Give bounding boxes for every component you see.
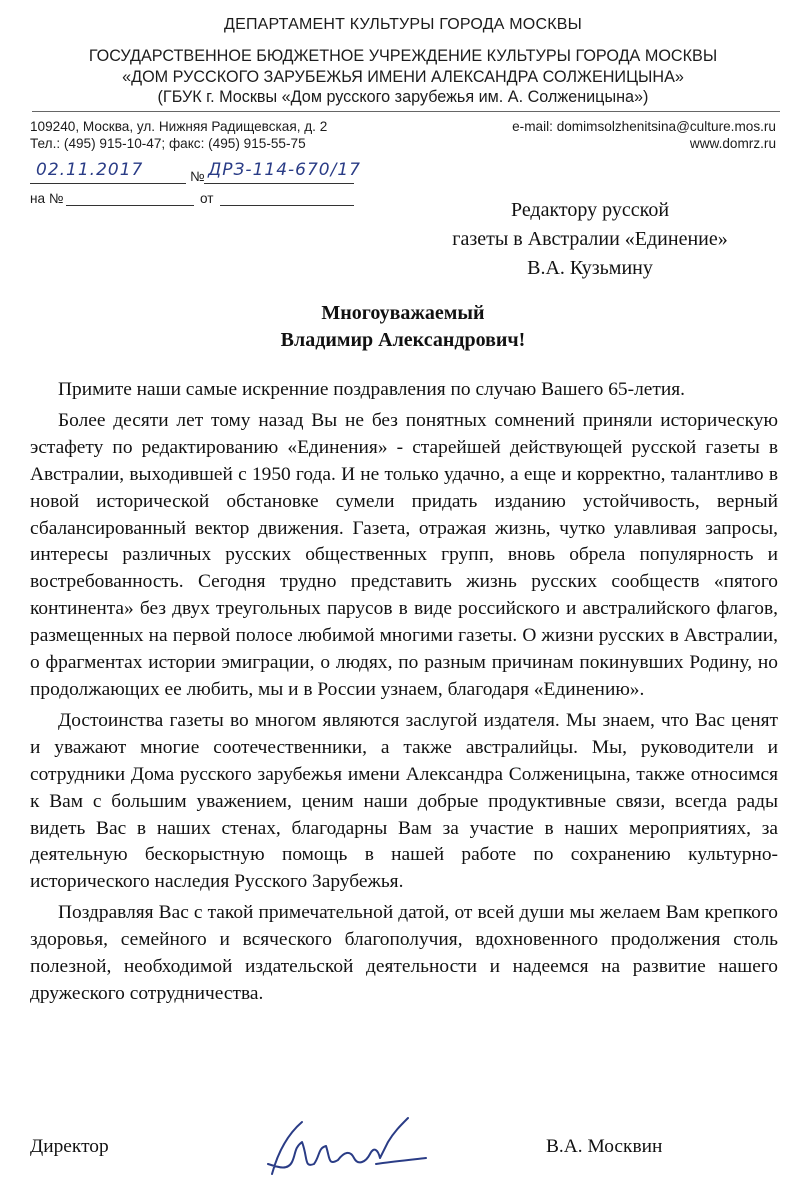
handwritten-signature — [258, 1112, 428, 1182]
addressee-block — [400, 196, 780, 283]
letterhead-divider — [32, 111, 780, 112]
addressee-line-3: В.А. Кузьмину — [527, 257, 653, 279]
body-paragraph-4: Поздравляя Вас с такой примечательной датой, от всей души мы желаем Вам крепкого здоровья, семейного и всяческого благополучия, вдохновенного продолжения столь полезной, необходимой издательской деятельности и надеемся на развитие нашего дружеского сотрудничества. — [30, 902, 778, 1004]
from-label: от — [200, 191, 214, 206]
ref-underline — [66, 205, 194, 206]
institution-name — [0, 46, 806, 108]
salutation-line-2: Владимир Александрович! — [280, 329, 526, 351]
signatory-name: В.А. Москвин — [546, 1136, 663, 1157]
institution-line-2: «ДОМ РУССКОГО ЗАРУБЕЖЬЯ ИМЕНИ АЛЕКСАНДРА СОЛЖЕНИЦЫНА» — [122, 67, 684, 86]
salutation — [0, 300, 806, 354]
addressee-line-1: Редактору русской — [510, 199, 670, 221]
number-underline — [204, 183, 354, 184]
from-underline — [220, 205, 354, 206]
body-paragraph-1: Примите наши самые искренние поздравления по случаю Вашего 65-летия. — [58, 379, 685, 400]
phone-fax: Тел.: (495) 915-10-47; факс: (495) 915-55-75 — [30, 136, 306, 151]
letter-body — [30, 377, 778, 1012]
contact-address-block — [30, 118, 327, 152]
ref-label: на № — [30, 191, 64, 206]
postal-address: 109240, Москва, ул. Нижняя Радищевская, д. 2 — [30, 119, 328, 134]
body-paragraph-3: Достоинства газеты во многом являются заслугой издателя. Мы знаем, что Вас ценят и уважают многие соотечественники, а также австралийцы. Мы, руководители и сотрудники Дома русского зарубежья имени Александра Солженицына, также относимся к Вам с большим уважением, ценим наши добрые продуктивные связи, всегда рады видеть Вас в наших стенах, благодарны Вам за участие в наших мероприятиях, за деятельную бескорыстную помощь в нашей работе по сохранению культурно-исторического наследия Русского Зарубежья. — [30, 709, 778, 893]
contact-web-block — [512, 118, 776, 152]
institution-line-1: ГОСУДАРСТВЕННОЕ БЮДЖЕТНОЕ УЧРЕЖДЕНИЕ КУЛЬТУРЫ ГОРОДА МОСКВЫ — [88, 47, 718, 65]
salutation-line-1: Многоуважаемый — [321, 302, 485, 324]
website: www.domrz.ru — [689, 136, 776, 151]
handwritten-reg-number: ДРЗ-114-670/17 — [208, 160, 361, 180]
institution-line-3: (ГБУК г. Москвы «Дом русского зарубежья им. А. Солженицына») — [157, 88, 649, 106]
department-title: ДЕПАРТАМЕНТ КУЛЬТУРЫ ГОРОДА МОСКВЫ — [224, 16, 582, 33]
handwritten-date: 02.11.2017 — [36, 160, 144, 180]
number-label: № — [190, 169, 205, 184]
addressee-line-2: газеты в Австралии «Единение» — [452, 228, 728, 250]
signatory-title: Директор — [30, 1136, 109, 1157]
body-paragraph-2: Более десяти лет тому назад Вы не без понятных сомнений приняли историческую эстафету по редактированию «Единения» - старейшей действующей русской газеты в Австралии, выходившей с 1950 года. И не только удачно, а еще и корректно, талантливо в новой исторической обстановке сумели придать изданию устойчивость, верный сбалансированный вектор движения. Газета, отражая жизнь, чутко улавливая запросы, интересы различных русских общественных групп, вновь обрела популярность и востребованность. Сегодня трудно представить жизнь русских сообществ «пятого континента» без двух треугольных парусов в виде российского и австралийского флагов, размещенных на первой полосе любимой многими газеты. О жизни русских в Австралии, о фрагментах истории эмиграции, о людях, по разным причинам покинувших Родину, но продолжающих ее любить, мы и в России узнаем, благодаря «Единению». — [30, 409, 778, 700]
date-underline — [30, 183, 186, 184]
email-address: e-mail: domimsolzhenitsina@culture.mos.ru — [512, 119, 776, 134]
